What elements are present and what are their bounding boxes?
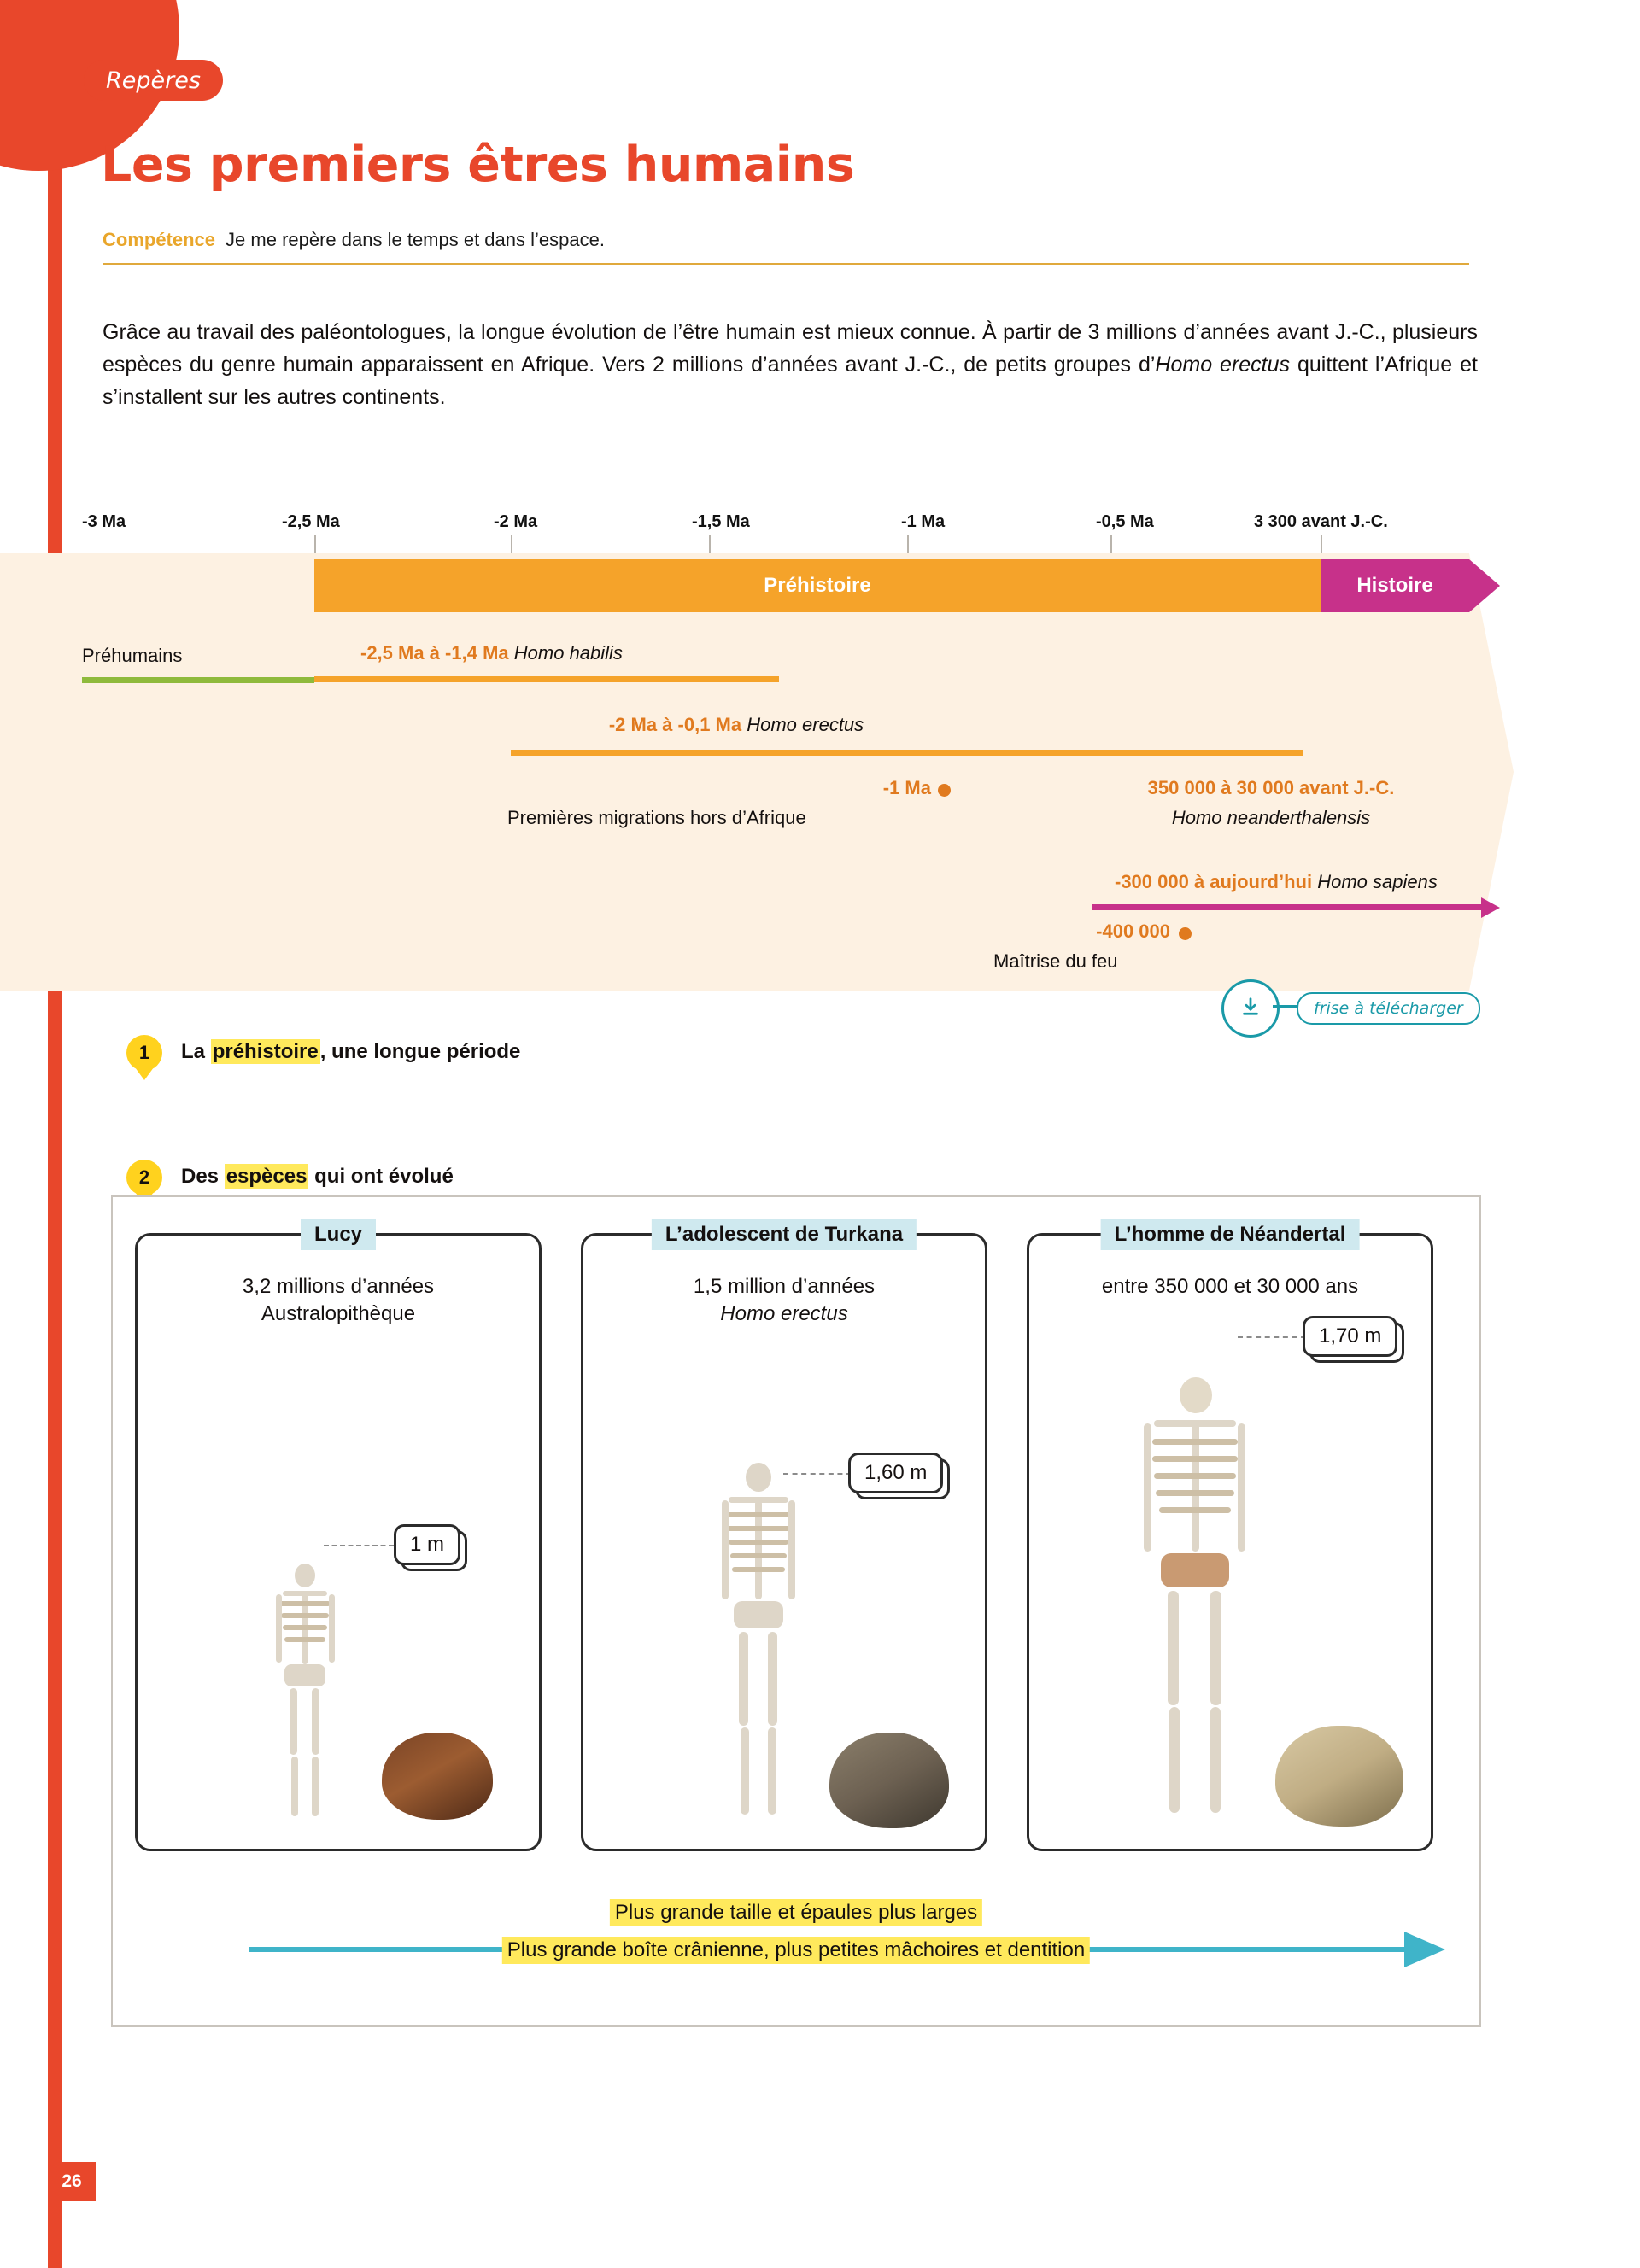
download-connector xyxy=(1273,1005,1298,1008)
section-badge: Repères xyxy=(84,60,223,101)
skeleton-turkana xyxy=(703,1463,814,1830)
tick-line xyxy=(709,535,711,553)
panel-neandertal-leader xyxy=(1238,1336,1306,1338)
evolution-statement-1: Plus grande taille et épaules plus larges xyxy=(610,1899,982,1926)
band-prehistoire: Préhistoire xyxy=(314,559,1321,612)
panel-lucy-leader xyxy=(324,1545,394,1546)
caption-1-pin: 1 xyxy=(126,1035,162,1071)
bar-homo-erectus xyxy=(511,750,1303,756)
migration-dot-icon xyxy=(938,784,951,797)
habilis-name: Homo habilis xyxy=(513,642,623,663)
panel-neandertal-height: 1,70 m xyxy=(1303,1316,1397,1357)
tick-line xyxy=(314,535,316,553)
panel-turkana-species: Homo erectus xyxy=(720,1302,848,1326)
competence-label: Compétence xyxy=(102,229,216,250)
bar-prehumains xyxy=(82,677,314,683)
skull-neandertal xyxy=(1275,1726,1403,1827)
caption-2-text xyxy=(181,1165,454,1189)
evolution-arrow-head xyxy=(1404,1932,1445,1967)
label-homo-sapiens xyxy=(1115,871,1438,893)
erectus-name: Homo erectus xyxy=(747,714,864,735)
timeline-tick: -1,5 Ma xyxy=(692,512,750,531)
download-label[interactable]: frise à télécharger xyxy=(1297,992,1480,1025)
erectus-dates: -2 Ma à -0,1 Ma xyxy=(608,714,742,735)
panel-turkana xyxy=(581,1223,987,1851)
page-title: Les premiers êtres humains xyxy=(101,137,855,193)
label-migration-date: -1 Ma xyxy=(882,777,931,798)
label-neandertal-name: Homo neanderthalensis xyxy=(1171,807,1371,828)
intro-paragraph xyxy=(102,316,1478,413)
panel-lucy-height: 1 m xyxy=(394,1524,460,1565)
feu-dot-icon xyxy=(1179,927,1192,940)
panel-lucy-info xyxy=(138,1273,539,1328)
panel-lucy xyxy=(135,1223,542,1851)
competence-text: Je me repère dans le temps et dans l’espace. xyxy=(226,229,605,250)
bar-homo-sapiens xyxy=(1092,904,1481,910)
timeline-background-arrow xyxy=(1469,553,1514,991)
bar-homo-sapiens-arrow xyxy=(1481,897,1500,918)
panel-lucy-species: Australopithèque xyxy=(261,1302,416,1326)
page-left-bar xyxy=(48,0,62,2268)
panel-turkana-height: 1,60 m xyxy=(848,1453,943,1493)
panel-turkana-title: L’adolescent de Turkana xyxy=(652,1219,917,1250)
timeline-tick: 3 300 avant J.-C. xyxy=(1254,512,1388,531)
tick-line xyxy=(907,535,909,553)
skull-turkana xyxy=(829,1733,949,1828)
intro-part-1: Grâce au travail des paléontologues, la longue évolution de l’être humain est mieux connue. À partir de 3 millions d’années avant J.-C., plusieurs espèces du genre humain apparaissent en Afrique. Vers 2 millions d’années avant J.-C., de petits groupes d’ xyxy=(102,320,1478,377)
caption-2-pin: 2 xyxy=(126,1160,162,1195)
label-migration-text: Premières migrations hors d’Afrique xyxy=(507,807,806,828)
label-homo-erectus xyxy=(609,714,864,736)
label-feu-date: -400 000 xyxy=(1096,921,1170,942)
timeline-tick: -2,5 Ma xyxy=(282,512,340,531)
caption-2-post: qui ont évolué xyxy=(308,1165,454,1188)
timeline xyxy=(0,512,1529,1016)
caption-1-pre: La xyxy=(181,1040,211,1063)
tick-line xyxy=(1110,535,1112,553)
evolution-statement-2: Plus grande boîte crânienne, plus petites mâchoires et dentition xyxy=(502,1937,1090,1964)
panel-neandertal-info xyxy=(1029,1273,1431,1301)
band-histoire-arrow xyxy=(1469,559,1500,612)
competence-row xyxy=(102,229,1469,265)
tick-line xyxy=(1321,535,1322,553)
timeline-axis xyxy=(0,512,1529,538)
habilis-dates: -2,5 Ma à -1,4 Ma xyxy=(360,642,509,663)
caption-2-highlight: espèces xyxy=(226,1165,308,1188)
label-prehumains: Préhumains xyxy=(82,645,183,666)
panel-turkana-info xyxy=(583,1273,985,1328)
band-histoire: Histoire xyxy=(1321,559,1469,612)
panel-lucy-title: Lucy xyxy=(301,1219,376,1250)
timeline-tick: -3 Ma xyxy=(82,512,126,531)
sapiens-name: Homo sapiens xyxy=(1317,871,1438,892)
panel-neandertal xyxy=(1027,1223,1433,1851)
download-button[interactable] xyxy=(1221,979,1280,1038)
bar-homo-habilis xyxy=(314,676,779,682)
timeline-tick: -0,5 Ma xyxy=(1096,512,1154,531)
timeline-tick: -2 Ma xyxy=(494,512,538,531)
caption-1-text xyxy=(181,1040,520,1064)
caption-2-pre: Des xyxy=(181,1165,225,1188)
skeleton-lucy xyxy=(257,1564,351,1820)
caption-1-highlight: préhistoire xyxy=(212,1040,319,1063)
label-feu-text: Maîtrise du feu xyxy=(993,950,1118,972)
label-homo-habilis xyxy=(360,642,623,664)
page-number: 26 xyxy=(48,2162,96,2201)
panel-turkana-age: 1,5 million d’années xyxy=(693,1275,876,1298)
label-neandertal-dates: 350 000 à 30 000 avant J.-C. xyxy=(1147,777,1395,798)
species-figure xyxy=(111,1195,1481,2027)
panel-neandertal-title: L’homme de Néandertal xyxy=(1101,1219,1360,1250)
caption-1-post: , une longue période xyxy=(319,1040,521,1063)
download-icon xyxy=(1238,996,1263,1021)
timeline-background xyxy=(0,553,1469,991)
panel-lucy-age: 3,2 millions d’années xyxy=(242,1275,435,1298)
panel-neandertal-age: entre 350 000 et 30 000 ans xyxy=(1101,1275,1359,1298)
skull-lucy xyxy=(382,1733,493,1820)
skeleton-neandertal xyxy=(1130,1377,1258,1830)
tick-line xyxy=(511,535,512,553)
sapiens-dates: -300 000 à aujourd’hui xyxy=(1115,871,1313,892)
timeline-tick: -1 Ma xyxy=(901,512,946,531)
intro-italic: Homo erectus xyxy=(1155,353,1291,377)
intro-part-2: quittent l’Afrique et s’installent sur les autres continents. xyxy=(102,353,1478,409)
